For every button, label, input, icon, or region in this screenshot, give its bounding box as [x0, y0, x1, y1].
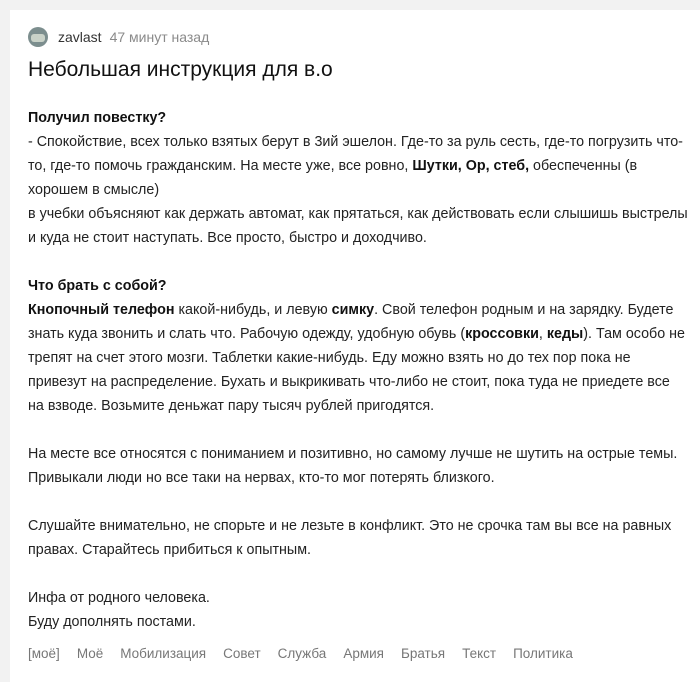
- text: какой-нибудь, и левую: [174, 302, 332, 318]
- tag-my[interactable]: [моё]: [28, 646, 60, 661]
- paragraph-advice: Слушайте внимательно, не спорьте и не лезьте в конфликт. Это не срочка там вы все на равных правах. Старайтесь прибиться к опытным.: [28, 518, 672, 558]
- post-author-row: [28, 26, 209, 48]
- text: . Свой телефон родным и на зарядку. Будете знать куда звонить и слать что. Рабочую одежду, удобную обувь (: [28, 302, 674, 342]
- bold-text: симку: [331, 302, 375, 318]
- tag-text[interactable]: Текст: [462, 646, 497, 661]
- tag-army[interactable]: Армия: [343, 646, 384, 661]
- tag-moyo[interactable]: Моё: [76, 646, 104, 661]
- text: ,: [538, 326, 547, 342]
- bold-text: Шутки, Ор, стеб,: [412, 158, 530, 174]
- paragraph-source: [28, 586, 688, 634]
- paragraph-summons: [28, 106, 688, 250]
- bold-text: кеды: [546, 326, 584, 342]
- heading-what-to-bring: Что брать с собой?: [28, 278, 167, 294]
- post-card: [10, 10, 700, 682]
- text: Инфа от родного человека.: [28, 590, 210, 606]
- paragraph-what-to-bring: [28, 274, 688, 418]
- text: в учебки объясняют как держать автомат, как прятаться, как действовать если слышишь выстрелы и куда не стоит наступать. Все просто, быстро и доходчиво.: [28, 206, 688, 246]
- post-title[interactable]: Небольшая инструкция для в.о: [28, 58, 333, 81]
- tag-service[interactable]: Служба: [277, 646, 327, 661]
- bold-text: кроссовки: [465, 326, 539, 342]
- avatar[interactable]: [28, 27, 48, 47]
- text: ). Там особо не трепят на счет этого мозги. Таблетки какие-нибудь. Еду можно взять но до тех пор пока не привезут на распределение. Бухать и выкрикивать что-либо не стоит, пока туда не приедете все на взводе. Возьмите деньжат пару тысяч рублей пригодятся.: [28, 326, 685, 414]
- text: Буду дополнять постами.: [28, 614, 196, 630]
- paragraph-attitude: На месте все относятся с пониманием и позитивно, но самому лучше не шутить на острые темы. Привыкали люди но все таки на нервах, кто-то мог потерять близкого.: [28, 446, 678, 486]
- tag-mobilization[interactable]: Мобилизация: [120, 646, 207, 661]
- tag-brothers[interactable]: Братья: [400, 646, 446, 661]
- author-name[interactable]: zavlast: [58, 29, 102, 45]
- tag-advice[interactable]: Совет: [223, 646, 261, 661]
- post-content: [28, 106, 688, 634]
- heading-summons: Получил повестку?: [28, 110, 167, 126]
- tag-politics[interactable]: Политика: [513, 646, 573, 661]
- tag-list: [28, 646, 590, 661]
- text: обеспеченны (в хорошем в смысле): [28, 158, 638, 198]
- post-time[interactable]: 47 минут назад: [109, 29, 210, 45]
- bold-text: Кнопочный телефон: [28, 302, 175, 318]
- text: - Спокойствие, всех только взятых берут в 3ий эшелон. Где-то за руль сесть, где-то погрузить что-то, где-то помочь гражданским. На месте уже, все ровно,: [28, 134, 683, 174]
